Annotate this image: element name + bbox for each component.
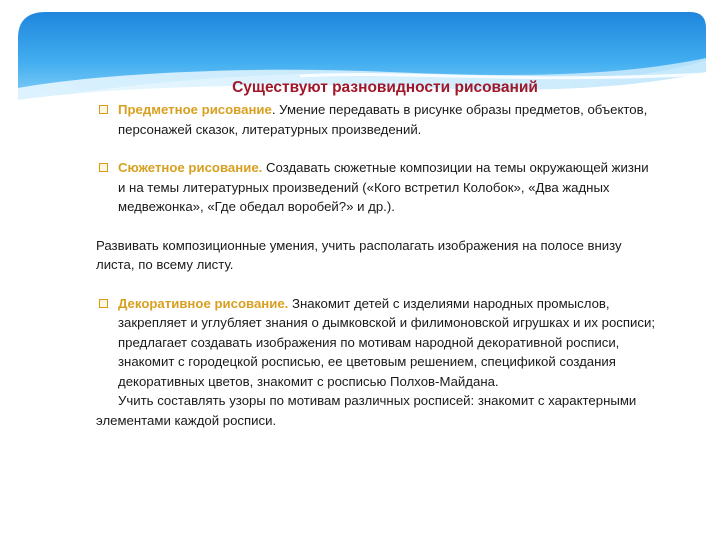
list-item-decorative-drawing [96, 294, 656, 392]
item-heading: Сюжетное рисование. [118, 160, 263, 175]
item-text: . Умение передавать в рисунке образы предметов, объектов, персонажей сказок, литературных произведений. [118, 102, 648, 137]
item-heading: Предметное рисование [118, 102, 272, 117]
square-bullet-icon [99, 105, 108, 114]
item-heading: Декоративное рисование. [118, 295, 289, 311]
square-bullet-icon [99, 163, 108, 172]
slide-content [96, 78, 656, 430]
paragraph-patterns: Учить составлять узоры по мотивам различных росписей: знакомит с характерными элементами каждой росписи. [96, 393, 637, 428]
paragraph-composition: Развивать композиционные умения, учить располагать изображения на полосе внизу листа, по всему листу. [96, 237, 622, 272]
list-item-subject-drawing [96, 100, 656, 139]
item-text: Знакомит детей с изделиями народных промыслов, закрепляет и углубляет знания о дымковской и филимоновской игрушках и их росписи; предлагает создавать изображения по мотивам народной декоративной росписи, знакомит с городецкой росписью, ее цветовым решением, спецификой создания декоративных цветов, знакомит с росписью Полхов-Майдана. [118, 295, 656, 389]
item-text: Создавать сюжетные композиции на темы окружающей жизни и на темы литературных произведений («Кого встретил Колобок», «Два жадных медвежонка», «Где обедал воробей?» и др.). [118, 160, 649, 214]
list-item-plot-drawing [96, 158, 656, 217]
square-bullet-icon [99, 299, 108, 308]
slide-title: Существуют разновидности рисований [232, 79, 538, 96]
